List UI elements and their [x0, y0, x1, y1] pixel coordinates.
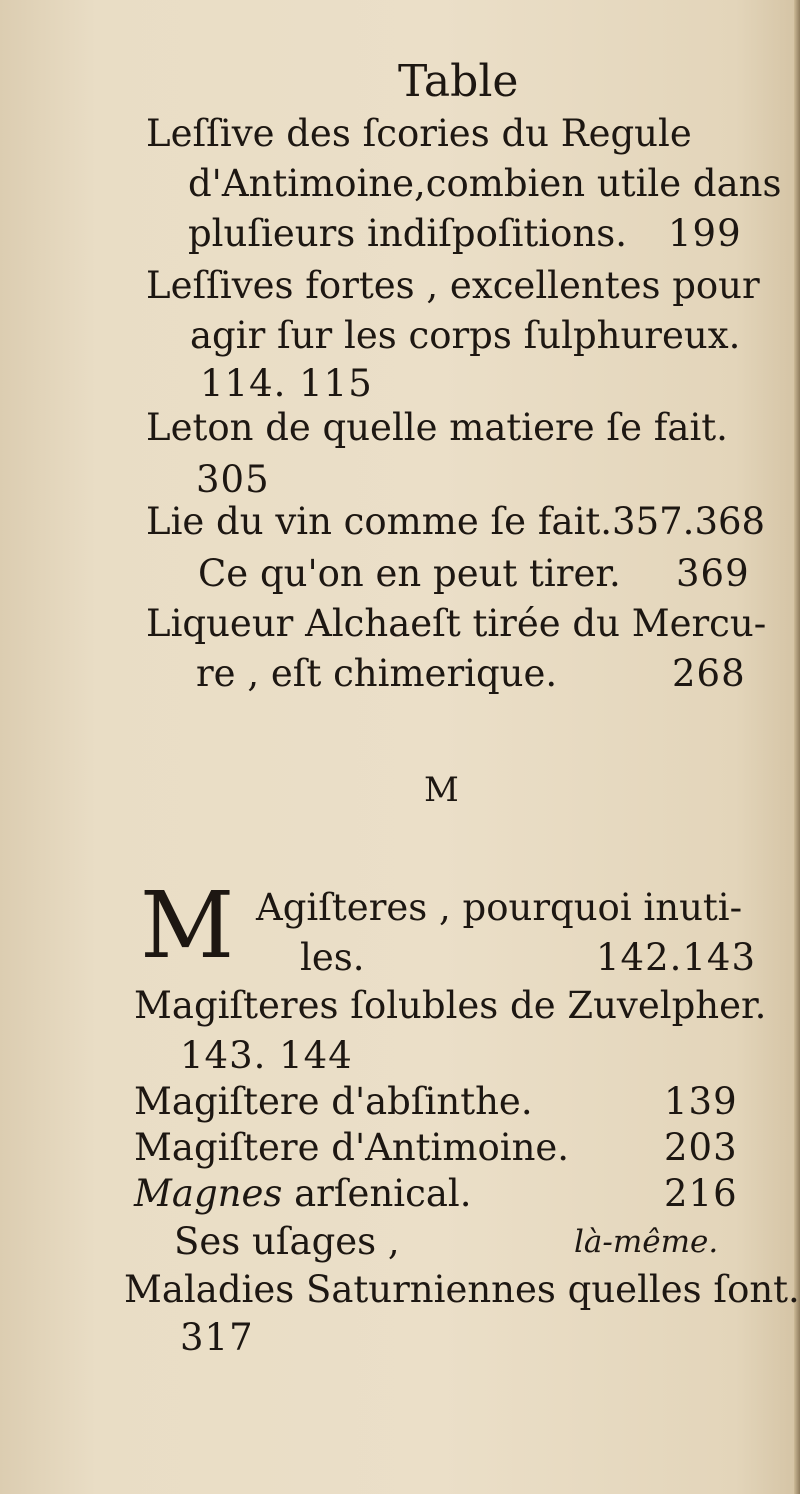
entry-leton-line1: Leton de quelle matiere ſe fait.: [146, 406, 728, 449]
entry-magistere-absinthe: Magiſtere d'abſinthe.: [134, 1080, 533, 1123]
dropcap-m: M: [140, 872, 235, 979]
entry-lessive-scories-page: 199: [668, 212, 742, 255]
entry-ses-usages: Ses uſages ,: [174, 1220, 400, 1263]
entry-magnes-italic: Magnes: [134, 1172, 283, 1215]
entry-lessive-scories-line2: d'Antimoine,combien utile dans: [188, 162, 782, 205]
entry-leton-page: 305: [196, 458, 270, 501]
entry-lie-du-vin: Lie du vin comme ſe fait.357.368: [146, 500, 766, 543]
entry-magnes-page: 216: [664, 1172, 738, 1215]
entry-liqueur-alchaest-line1: Liqueur Alchaeſt tirée du Mercu-: [146, 602, 767, 645]
entry-magistere-absinthe-page: 139: [664, 1080, 738, 1123]
entry-lessives-fortes-line2: agir ſur les corps ſulphureux.: [190, 314, 741, 357]
entry-magnes-rest: arſenical.: [294, 1172, 472, 1215]
entry-magnes-arsenical: [134, 1172, 472, 1216]
entry-magisteres-solubles: Magiſteres ſolubles de Zuvelpher.: [134, 984, 767, 1027]
entry-maladies-saturniennes: Maladies Saturniennes quelles ſont.: [124, 1268, 800, 1311]
entry-lessives-fortes-line1: Leſſives fortes , excellentes pour: [146, 264, 760, 307]
entry-ce-quon-en-tirer-page: 369: [676, 552, 750, 595]
entry-magistere-antimoine: Magiſtere d'Antimoine.: [134, 1126, 570, 1169]
entry-maladies-saturniennes-page: 317: [180, 1316, 254, 1359]
entry-magisteres-solubles-pages: 143. 144: [180, 1034, 353, 1077]
entry-magisteres-pages: 142.143: [596, 936, 757, 979]
page-header: Table: [398, 56, 519, 107]
entry-ce-quon-en-tirer: Ce qu'on en peut tirer.: [198, 552, 621, 595]
entry-lessives-fortes-pages: 114. 115: [200, 362, 373, 405]
entry-magistere-antimoine-page: 203: [664, 1126, 738, 1169]
section-letter-m: M: [424, 770, 459, 810]
entry-liqueur-alchaest-page: 268: [672, 652, 746, 695]
entry-lessive-scories-line1: Leſſive des ſcories du Regule: [146, 112, 692, 155]
entry-liqueur-alchaest-line2: re , eſt chimerique.: [196, 652, 558, 695]
entry-magisteres-line2: les.: [300, 936, 365, 979]
entry-la-meme: là-même.: [574, 1224, 719, 1260]
entry-magisteres-line1: Agiſteres , pourquoi inuti-: [256, 886, 743, 929]
entry-lessive-scories-line3: pluſieurs indiſpoſitions.: [188, 212, 627, 255]
